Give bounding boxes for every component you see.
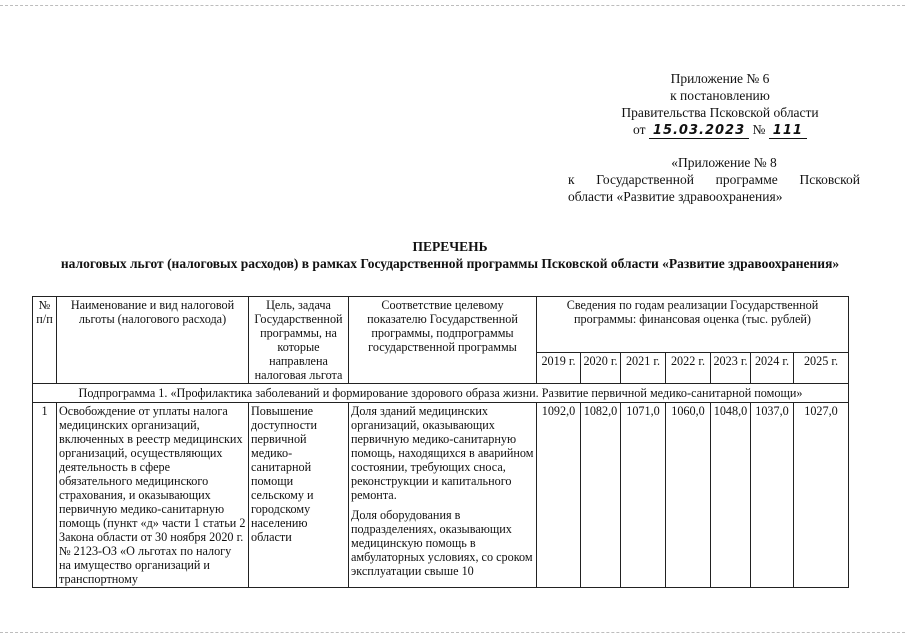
appendix-6-title: Приложение № 6 <box>670 71 770 86</box>
header-year: 2019 г. <box>537 353 581 384</box>
scan-edge-top <box>0 5 905 7</box>
header-name: Наименование и вид налоговой льготы (налогового расхода) <box>57 297 249 384</box>
indicator-paragraph-1: Доля зданий медицинских организаций, оказывающих первичную медико-санитарную помощь, находящихся в аварийном состоянии, требующих сноса, реконструкции и капитального ремонта. <box>351 404 534 502</box>
header-year: 2024 г. <box>751 353 794 384</box>
number-prefix: № <box>752 122 766 137</box>
handwritten-number: 111 <box>769 123 807 139</box>
header-row <box>33 297 849 353</box>
header-year: 2022 г. <box>666 353 711 384</box>
header-goal: Цель, задача Государственной программы, на которые направлена налоговая льгота <box>249 297 349 384</box>
date-prefix: от <box>633 122 646 137</box>
header-num: № п/п <box>33 297 57 384</box>
value-cell: 1027,0 <box>794 403 849 588</box>
header-year: 2020 г. <box>581 353 621 384</box>
appendix-6-block <box>590 70 850 139</box>
title-heading: ПЕРЕЧЕНЬ <box>412 239 488 254</box>
scan-edge-bottom <box>0 632 905 634</box>
appendix-8-title: «Приложение № 8 <box>671 155 777 170</box>
row-name: Освобождение от уплаты налога медицинских организаций, включенных в реестр медицинских организаций, осуществляющих деятельность в сфере обязательного медицинского страхования, и оказывающих первичную медико-санитарную помощь (пункт «д» части 1 статьи 2 Закона области от 30 ноября 2020 г. № 2123-ОЗ «О льготах по налогу на имущество организаций и транспортному <box>57 403 249 588</box>
subprogram-row <box>33 384 849 403</box>
table-row <box>33 403 849 588</box>
row-indicator <box>349 403 537 588</box>
document-title <box>40 238 860 272</box>
header-indicator: Соответствие целевому показателю Государственной программы, подпрограммы государственной программы <box>349 297 537 384</box>
appendix-6-date-line <box>590 121 850 139</box>
header-years-group: Сведения по годам реализации Государственной программы: финансовая оценка (тыс. рублей) <box>537 297 849 353</box>
value-cell: 1060,0 <box>666 403 711 588</box>
value-cell: 1048,0 <box>711 403 751 588</box>
appendix-8-program: к Государственной программе Псковской <box>568 172 860 187</box>
value-cell: 1092,0 <box>537 403 581 588</box>
appendix-6-resolution: к постановлению <box>670 88 770 103</box>
appendix-6-government: Правительства Псковской области <box>621 105 819 120</box>
header-year: 2023 г. <box>711 353 751 384</box>
appendix-8-block <box>568 154 860 205</box>
tax-benefits-table <box>32 296 849 588</box>
value-cell: 1071,0 <box>621 403 666 588</box>
title-subtitle: налоговых льгот (налоговых расходов) в рамках Государственной программы Псковской области «Развитие здравоохранения» <box>60 256 840 271</box>
indicator-paragraph-2: Доля оборудования в подразделениях, оказывающих медицинскую помощь в амбулаторных условиях, со сроком эксплуатации свыше 10 <box>351 508 533 578</box>
header-year: 2021 г. <box>621 353 666 384</box>
subprogram-title: Подпрограмма 1. «Профилактика заболеваний и формирование здорового образа жизни. Развитие первичной медико-санитарной помощи» <box>33 384 849 403</box>
row-num: 1 <box>33 403 57 588</box>
value-cell: 1037,0 <box>751 403 794 588</box>
handwritten-date: 15.03.2023 <box>649 123 749 139</box>
appendix-8-program-name: области «Развитие здравоохранения» <box>568 189 783 204</box>
row-goal: Повышение доступности первичной медико-санитарной помощи сельскому и городскому населению области <box>249 403 349 588</box>
header-year: 2025 г. <box>794 353 849 384</box>
value-cell: 1082,0 <box>581 403 621 588</box>
